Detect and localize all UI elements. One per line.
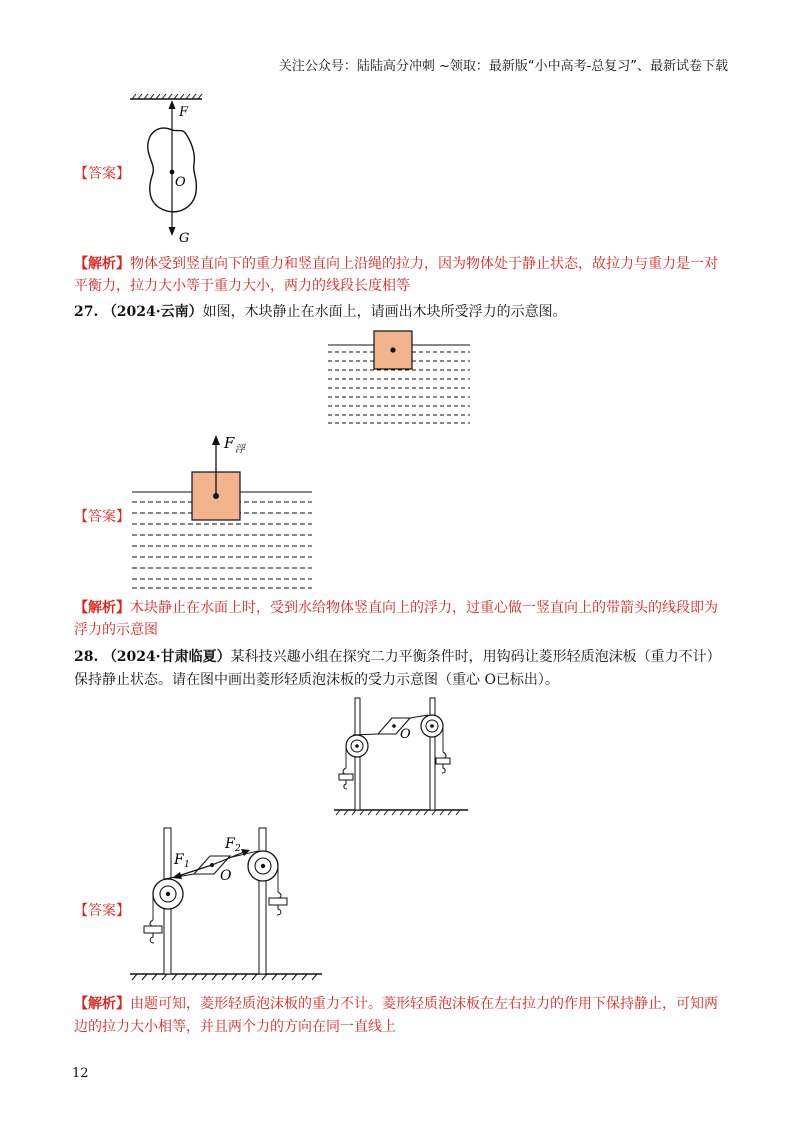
- ceiling-hatch: [130, 94, 202, 99]
- label-F: F: [179, 105, 189, 120]
- q27-source: （2024·云南）: [102, 304, 203, 320]
- analysis-text: 木块静止在水面上时，受到水给物体竖直向上的浮力，过重心做一竖直向上的带箭头的线段即为: [130, 600, 718, 616]
- label-G: G: [179, 231, 190, 242]
- q28-answer-figure: [128, 822, 324, 986]
- buoyancy-arrowhead: [212, 435, 220, 445]
- q27-question-figure: [326, 330, 472, 426]
- label-O: O: [220, 868, 232, 884]
- force-subscript-buoyancy: 浮: [235, 444, 245, 455]
- q27-analysis-line2: 浮力的示意图: [74, 622, 158, 638]
- q27-question: [74, 302, 567, 322]
- analysis-text: 由题可知，菱形轻质泡沫板的重力不计。菱形轻质泡沫板在左右拉力的作用下保持静止，可知两: [130, 996, 718, 1012]
- q27-answer-figure: [126, 430, 316, 590]
- q27-number: 27.: [74, 304, 99, 320]
- q26-answer-figure: [124, 92, 224, 242]
- label-F2-subscript: 2: [235, 844, 241, 854]
- q28-question-line2: 保持静止状态。请在图中画出菱形轻质泡沫板的受力示意图（重心 O已标出）。: [74, 672, 559, 688]
- left-hook-weight: [339, 768, 353, 789]
- analysis-label: 【解析】: [74, 600, 130, 616]
- arrowhead-up: [169, 100, 176, 109]
- page-header: 关注公众号：陆陆高分冲刺 ~领取：最新版“小中高考-总复习”、最新试卷下载: [278, 59, 728, 74]
- q28-answer-label: 【答案】: [74, 903, 130, 919]
- page-number: 12: [72, 1066, 89, 1081]
- label-F1-subscript: 1: [184, 860, 190, 870]
- q28-analysis-line1: [74, 994, 718, 1014]
- label-O: O: [175, 175, 186, 190]
- right-pulley: [421, 715, 443, 737]
- center-point-O: [170, 170, 175, 175]
- q27-stem: 如图，木块静止在水面上，请画出木块所受浮力的示意图。: [202, 304, 567, 320]
- arrowhead-down: [169, 227, 176, 236]
- left-pulley: [346, 735, 368, 757]
- analysis-label: 【解析】: [74, 996, 130, 1012]
- left-hook-weight: [144, 920, 162, 943]
- analysis-label: 【解析】: [74, 256, 130, 272]
- right-pole: [259, 828, 266, 974]
- q28-stem-line1: 某科技兴趣小组在探究二力平衡条件时，用钩码让菱形轻质泡沫板（重力不计）: [230, 649, 721, 665]
- analysis-text: 物体受到竖直向下的重力和竖直向上沿绳的拉力，因为物体处于静止状态，故拉力与重力是一对: [130, 256, 718, 272]
- right-pulley: [248, 851, 278, 881]
- q28-source: （2024·甘肃临夏）: [102, 649, 231, 665]
- label-F2: F: [225, 836, 235, 852]
- q28-number: 28.: [74, 649, 99, 665]
- q28-analysis-line2: 边的拉力大小相等，并且两个力的方向在同一直线上: [74, 1019, 396, 1035]
- q27-analysis-line1: [74, 598, 718, 618]
- right-hook-weight: [436, 752, 450, 773]
- force-label-F: F: [224, 434, 235, 452]
- left-pulley: [153, 879, 183, 909]
- ground: [334, 810, 468, 815]
- right-hook-weight: [269, 892, 287, 915]
- label-F1: F: [174, 852, 184, 868]
- ground: [130, 974, 322, 980]
- label-O: O: [400, 727, 411, 742]
- q26-analysis-line1: [74, 254, 718, 274]
- q26-analysis-line2: 平衡力，拉力大小等于重力大小，两力的线段长度相等: [74, 278, 410, 294]
- q28-question-figure: [330, 694, 470, 818]
- q27-answer-label: 【答案】: [74, 509, 130, 525]
- block-center: [390, 347, 395, 352]
- q26-answer-label: 【答案】: [74, 166, 130, 182]
- q28-question-line1: [74, 647, 721, 667]
